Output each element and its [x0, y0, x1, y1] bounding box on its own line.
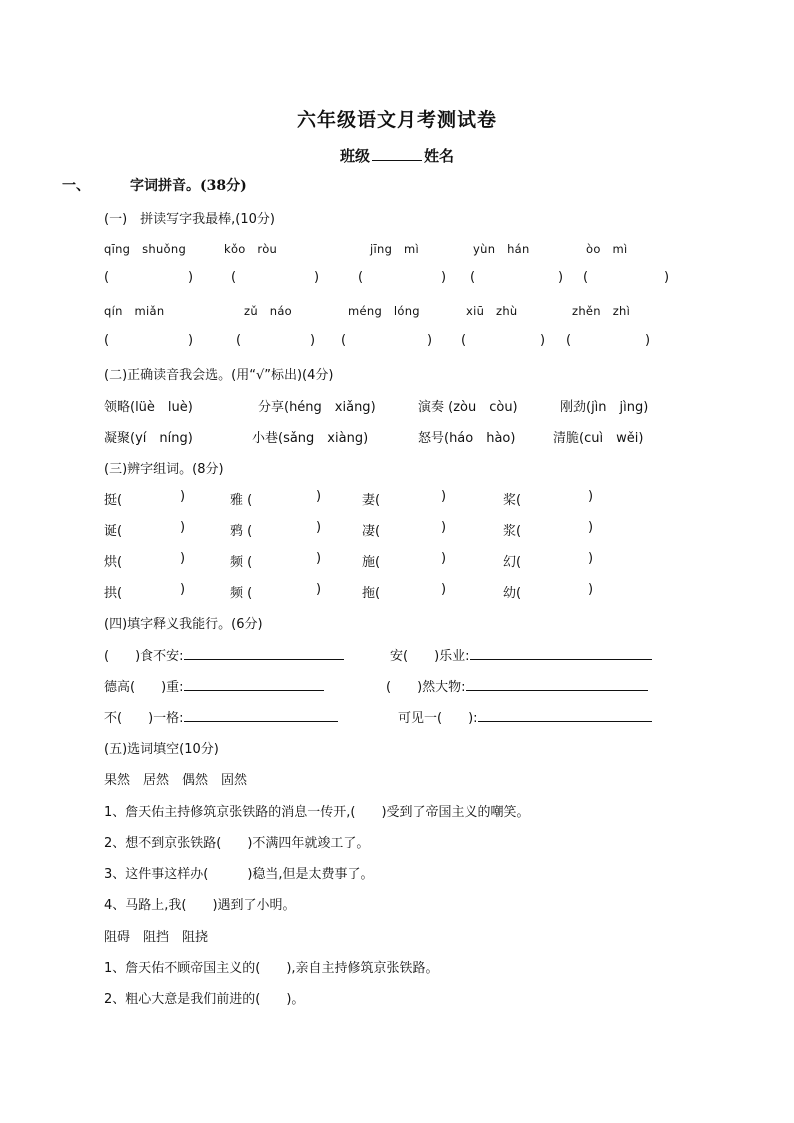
word-close: ) [441, 520, 447, 535]
idiom-item [386, 676, 648, 695]
idiom-label: 德高( )重: [104, 680, 184, 695]
pinyin-item: méng lóng [348, 304, 420, 318]
word-item: 频 ( [230, 555, 253, 570]
answer-paren-open: ( [566, 333, 572, 348]
answer-paren-open: ( [470, 270, 476, 285]
idiom-label: 安( )乐业: [390, 649, 470, 664]
answer-line[interactable] [466, 678, 648, 691]
idiom-label: ( )然大物: [386, 680, 466, 695]
word-choices: 果然 居然 偶然 固然 [104, 773, 248, 788]
idiom-item [104, 676, 324, 695]
idiom-item [104, 645, 344, 664]
answer-line[interactable] [184, 647, 344, 660]
answer-paren-close: ) [441, 270, 447, 285]
pinyin-item: zǔ náo [244, 304, 292, 318]
idiom-label: 不( )一格: [104, 711, 184, 726]
word-close: ) [441, 582, 447, 597]
class-name-line [0, 145, 794, 166]
answer-paren-close: ) [310, 333, 316, 348]
reading-choice: 小巷(sǎng xiàng) [252, 431, 369, 446]
part1-heading: (一) 拼读写字我最棒,(10分) [104, 212, 275, 227]
idiom-item [104, 707, 338, 726]
reading-choice: 分享(héng xiǎng) [258, 400, 376, 415]
answer-paren-close: ) [427, 333, 433, 348]
word-item: 鸦 ( [230, 524, 253, 539]
word-item: 拖( [362, 586, 381, 601]
word-close: ) [588, 551, 594, 566]
word-item: 凄( [362, 524, 381, 539]
idiom-label: ( )食不安: [104, 649, 184, 664]
reading-choice: 凝聚(yí níng) [104, 431, 193, 446]
answer-line[interactable] [470, 647, 652, 660]
answer-paren-close: ) [645, 333, 651, 348]
fill-sentence: 1、詹天佑主持修筑京张铁路的消息一传开,( )受到了帝国主义的嘲笑。 [104, 805, 530, 820]
word-close: ) [180, 551, 186, 566]
fill-sentence: 2、想不到京张铁路( )不满四年就竣工了。 [104, 836, 370, 851]
word-close: ) [588, 489, 594, 504]
word-close: ) [588, 582, 594, 597]
answer-paren-close: ) [188, 333, 194, 348]
word-choices: 阻碍 阻挡 阻挠 [104, 930, 209, 945]
reading-choice: 清脆(cuì wěi) [553, 431, 644, 446]
answer-paren-open: ( [104, 333, 110, 348]
word-item: 妻( [362, 493, 381, 508]
fill-sentence: 4、马路上,我( )遇到了小明。 [104, 898, 296, 913]
class-label: 班级 [339, 147, 370, 165]
class-blank[interactable] [372, 148, 422, 161]
idiom-item [398, 707, 652, 726]
reading-choice: 演奏 (zòu còu) [418, 400, 518, 415]
word-item: 幼( [503, 586, 522, 601]
pinyin-item: qīng shuǒng [104, 242, 187, 256]
word-item: 烘( [104, 555, 123, 570]
section-1-number: 一、 [62, 178, 90, 194]
word-item: 诞( [104, 524, 123, 539]
answer-paren-open: ( [104, 270, 110, 285]
pinyin-item: xiū zhù [466, 304, 518, 318]
reading-choice: 刚劲(jìn jìng) [560, 400, 649, 415]
word-close: ) [588, 520, 594, 535]
pinyin-item: zhěn zhì [572, 304, 631, 318]
answer-line[interactable] [184, 709, 338, 722]
page-title: 六年级语文月考测试卷 [296, 109, 497, 131]
word-item: 频 ( [230, 586, 253, 601]
word-close: ) [441, 551, 447, 566]
idiom-label: 可见一( ): [398, 711, 478, 726]
answer-paren-open: ( [583, 270, 589, 285]
section-1-title: 字词拼音。(38分) [130, 178, 247, 194]
word-item: 施( [362, 555, 381, 570]
word-item: 桨( [503, 493, 522, 508]
word-close: ) [180, 489, 186, 504]
section-1-header [62, 175, 247, 195]
part4-heading: (四)填字释义我能行。(6分) [104, 617, 263, 632]
name-label: 姓名 [424, 147, 455, 165]
word-close: ) [316, 489, 322, 504]
word-close: ) [316, 582, 322, 597]
pinyin-item: yùn hán [473, 242, 530, 256]
word-close: ) [316, 520, 322, 535]
reading-choice: 怒号(háo hào) [418, 431, 516, 446]
part2-heading: (二)正确读音我会选。(用“√”标出)(4分) [104, 368, 334, 383]
word-close: ) [180, 582, 186, 597]
answer-line[interactable] [184, 678, 324, 691]
answer-paren-close: ) [188, 270, 194, 285]
answer-paren-close: ) [540, 333, 546, 348]
pinyin-item: òo mì [586, 242, 628, 256]
part5-heading: (五)选词填空(10分) [104, 742, 219, 757]
fill-sentence: 2、粗心大意是我们前进的( )。 [104, 992, 305, 1007]
pinyin-item: kǒo ròu [224, 242, 278, 256]
idiom-item [390, 645, 652, 664]
answer-line[interactable] [478, 709, 652, 722]
pinyin-item: jīng mì [370, 242, 419, 256]
answer-paren-open: ( [341, 333, 347, 348]
word-item: 幻( [503, 555, 522, 570]
answer-paren-open: ( [236, 333, 242, 348]
answer-paren-open: ( [358, 270, 364, 285]
part3-heading: (三)辨字组词。(8分) [104, 462, 224, 477]
answer-paren-close: ) [558, 270, 564, 285]
word-item: 浆( [503, 524, 522, 539]
fill-sentence: 1、詹天佑不顾帝国主义的( ),亲自主持修筑京张铁路。 [104, 961, 439, 976]
word-close: ) [316, 551, 322, 566]
word-close: ) [441, 489, 447, 504]
answer-paren-close: ) [314, 270, 320, 285]
pinyin-item: qín miǎn [104, 304, 165, 318]
reading-choice: 领略(lüè luè) [104, 400, 193, 415]
answer-paren-open: ( [461, 333, 467, 348]
word-item: 雅 ( [230, 493, 253, 508]
answer-paren-open: ( [231, 270, 237, 285]
fill-sentence: 3、这件事这样办( )稳当,但是太费事了。 [104, 867, 374, 882]
word-close: ) [180, 520, 186, 535]
word-item: 挺( [104, 493, 123, 508]
answer-paren-close: ) [664, 270, 670, 285]
word-item: 拱( [104, 586, 123, 601]
